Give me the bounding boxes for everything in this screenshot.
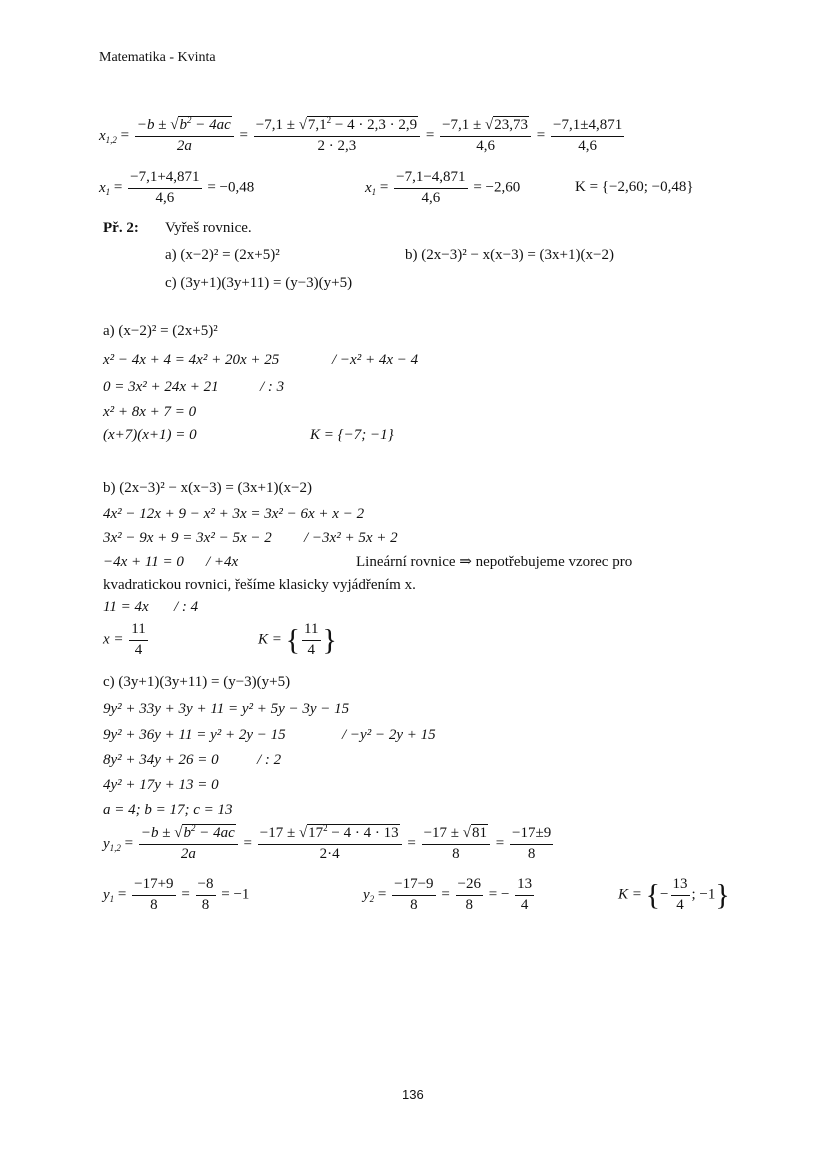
sol-c-line-3 — [103, 728, 286, 743]
sol-a-l5: (x+7)(x+1) = 0 — [103, 427, 197, 443]
sol-b-line-4 — [103, 555, 184, 570]
exercise-label — [103, 221, 139, 236]
sol-b-K-num: 11 — [302, 622, 320, 641]
sol-c-l3-op: / −y² − 2y + 15 — [342, 727, 436, 743]
x1b-fraction — [394, 170, 467, 207]
sol-c-l6: a = 4; b = 17; c = 13 — [103, 802, 233, 818]
sol-c-K-fraction — [671, 877, 690, 914]
sol-c-K-den: 4 — [676, 896, 684, 913]
page-header — [99, 51, 216, 65]
sol-b-l5-op: / : 4 — [174, 599, 199, 615]
sol-c-fraction-2 — [258, 823, 402, 863]
x1b-num: −7,1−4,871 — [394, 170, 467, 189]
y12-label: $y_{1,2}$ — [103, 835, 121, 853]
sol-c-fraction-2-den: 2·4 — [319, 845, 340, 862]
sol-c-fraction-3-den: 8 — [452, 845, 460, 862]
sol-c-fraction-1-num: $-b \pm √b^2 - 4ac$ — [139, 826, 238, 845]
intro-fraction-3-den: 4,6 — [476, 137, 495, 154]
x12-label: $x_{1,2}$ — [99, 127, 117, 145]
exercise-c-text: c) (3y+1)(3y+11) = (y−3)(y+5) — [165, 275, 353, 291]
intro-formula-line: $x_{1,2}$ = $\frac{-b \pm √b^2 - 4ac}{2a}$ = $\frac{-7,1 \pm √7,1^2 - 4 \cdot 2,3 \cdot 2,9}{2 \cdot 2,3}$ = $\frac{-7,1 \pm √23,73}{4,6}$ = $\frac{-7,1\pm 4,871}{4,6}$ — [99, 115, 623, 154]
y2-num: −17−9 — [392, 877, 435, 896]
exercise-b — [405, 248, 614, 263]
sol-b-x-lhs: x = — [103, 631, 124, 648]
sol-b-l4: −4x + 11 = 0 — [103, 554, 184, 570]
sol-b-K-den: 4 — [307, 641, 316, 658]
intro-K: K = {−2,60; −0,48} — [575, 179, 694, 195]
page-number-text: 136 — [402, 1087, 424, 1102]
y2-fraction-2 — [456, 877, 483, 914]
sol-c-fraction-3-num: −17 ± √81 — [422, 826, 490, 845]
intro-solution-set — [575, 180, 694, 195]
sol-c-l4-op: / : 2 — [257, 752, 282, 768]
intro-fraction-4-num: −7,1±4,871 — [551, 118, 624, 137]
sol-c-l5: 4y² + 17y + 13 = 0 — [103, 777, 219, 793]
exercise-c — [165, 276, 352, 291]
sol-c-K: K = {− $\frac{13}{4}$ ; −1} — [618, 876, 730, 913]
sol-a-K-text: K = {−7; −1} — [310, 427, 394, 443]
sol-c-fraction-4 — [510, 826, 553, 863]
x1a-fraction — [128, 170, 201, 207]
sol-c-fraction-4-den: 8 — [527, 845, 536, 862]
sol-a-line-2 — [103, 353, 279, 368]
exercise-title-text: Vyřeš rovnice. — [165, 220, 252, 236]
sol-c-fraction-1 — [139, 823, 238, 863]
sol-c-l4: 8y² + 34y + 26 = 0 — [103, 752, 219, 768]
sol-c-l2: 9y² + 33y + 3y + 11 = y² + 5y − 3y − 15 — [103, 701, 350, 717]
sol-c-fraction-1-den: 2a — [180, 845, 196, 862]
x1-label: $x_1$ — [99, 179, 111, 197]
sol-b-x-fraction — [129, 622, 147, 659]
intro-fraction-2-den: 2 · 2,3 — [317, 137, 357, 154]
sol-b-l5: 11 = 4x — [103, 599, 149, 615]
header-title: Matematika - Kvinta — [99, 50, 216, 65]
intro-fraction-1 — [135, 115, 234, 155]
sol-a-l1: a) (x−2)² = (2x+5)² — [103, 323, 218, 339]
intro-fraction-2-num: $-7,1 \pm √7,1^2 - 4 \cdot 2,3 \cdot 2,9$ — [254, 118, 420, 137]
intro-fraction-1-den: 2a — [176, 137, 192, 154]
x1b-label: $x_1$ — [365, 179, 377, 197]
intro-fraction-3-num: −7,1 ± √23,73 — [440, 118, 531, 137]
sol-c-K-tail: ; −1 — [691, 886, 716, 903]
x1a-den: 4,6 — [155, 189, 175, 206]
intro-fraction-4-den: 4,6 — [578, 137, 597, 154]
sol-b-x-result — [103, 622, 150, 659]
sol-b-line-1 — [103, 481, 312, 496]
x1b-result: = −2,60 — [473, 179, 521, 196]
sol-b-l4-op: / +4x — [206, 554, 239, 570]
sol-c-op-4 — [257, 753, 281, 768]
y2-num3: 13 — [515, 877, 534, 896]
sol-a-l2-op: / −x² + 4x − 4 — [332, 352, 419, 368]
y1-den: 8 — [150, 896, 158, 913]
intro-fraction-1-num: $-b \pm √b^2 - 4ac$ — [135, 118, 234, 137]
exercise-a-text: a) (x−2)² = (2x+5)² — [165, 247, 280, 263]
sol-c-formula-line: $y_{1,2}$ = $\frac{-b \pm √b^2 - 4ac}{2a}$ = $\frac{-17 \pm √17^2 - 4 \cdot 4 \cdot 13}{2\cdot 4}$ = $\frac{-17 \pm √81}{8}$ = $\frac{-17\pm 9}{8}$ — [103, 823, 552, 862]
sol-b-x-den: 4 — [134, 641, 143, 658]
exercise-a — [165, 248, 280, 263]
y1-den2: 8 — [201, 896, 210, 913]
x1a-num: −7,1+4,871 — [128, 170, 201, 189]
y2-den2: 8 — [465, 896, 474, 913]
sol-a-K — [310, 428, 394, 443]
intro-roots-line-2: $x_1$ = $\frac{-7,1-4,871}{4,6}$ = −2,60 — [365, 169, 521, 206]
sol-b-K-fraction — [302, 622, 320, 659]
sol-b-K: K = { $\frac{11}{4}$ } — [258, 621, 337, 658]
intro-fraction-3 — [440, 118, 531, 155]
y2-label: $y_2$ — [363, 886, 375, 904]
sol-b-l3: 3x² − 9x + 9 = 3x² − 5x − 2 — [103, 530, 272, 546]
y1-num2: −8 — [196, 877, 216, 896]
y1-label: $y_1$ — [103, 886, 115, 904]
sol-a-op-2 — [332, 353, 418, 368]
sol-c-y2-line: $y_2$ = $\frac{-17-9}{8}$ = $\frac{-26}{8}$ = − $\frac{13}{4}$ — [363, 876, 533, 913]
exercise-b-text: b) (2x−3)² − x(x−3) = (3x+1)(x−2) — [405, 247, 614, 263]
sol-a-line-5 — [103, 428, 197, 443]
sol-a-l4: x² + 8x + 7 = 0 — [103, 404, 197, 420]
sol-c-K-lhs: K = — [618, 886, 642, 903]
sol-c-line-4 — [103, 753, 219, 768]
y2-den: 8 — [410, 896, 418, 913]
sol-c-K-num: 13 — [671, 877, 690, 896]
sol-c-line-1 — [103, 675, 290, 690]
sol-b-op-5 — [174, 600, 198, 615]
sol-b-note1: Lineární rovnice ⇒ nepotřebujeme vzorec pro — [356, 554, 633, 570]
sol-c-line-6 — [103, 803, 233, 818]
intro-fraction-4 — [551, 118, 624, 155]
sol-b-x-num: 11 — [129, 622, 147, 641]
y1-fraction-2 — [196, 877, 216, 914]
y2-fraction-3 — [515, 877, 534, 914]
sol-a-line-3 — [103, 380, 219, 395]
x1b-den: 4,6 — [421, 189, 441, 206]
sol-c-l1: c) (3y+1)(3y+11) = (y−3)(y+5) — [103, 674, 291, 690]
sol-a-l3-op: / : 3 — [260, 379, 285, 395]
sol-c-line-2 — [103, 702, 349, 717]
sol-b-l1: b) (2x−3)² − x(x−3) = (3x+1)(x−2) — [103, 480, 312, 496]
sol-b-note-1 — [356, 555, 632, 570]
sol-b-note2: kvadratickou rovnici, řešíme klasicky vyjádřením x. — [103, 577, 416, 593]
y2-num2: −26 — [456, 877, 483, 896]
y2-fraction-1 — [392, 877, 435, 914]
sol-b-K-lhs: K = — [258, 631, 282, 648]
sol-b-op-4 — [206, 555, 238, 570]
page-number — [402, 1088, 424, 1101]
sol-c-fraction-3 — [422, 826, 490, 863]
y1-num: −17+9 — [132, 877, 175, 896]
sol-c-fraction-4-num: −17±9 — [510, 826, 553, 845]
intro-roots-line-1: $x_1$ = $\frac{-7,1+4,871}{4,6}$ = −0,48 — [99, 169, 255, 206]
sol-b-note-2 — [103, 578, 416, 593]
sol-b-line-3 — [103, 531, 272, 546]
exercise-title — [165, 221, 252, 236]
y2-den3: 4 — [520, 896, 529, 913]
sol-b-line-2 — [103, 507, 364, 522]
sol-a-op-3 — [260, 380, 284, 395]
sol-a-line-1 — [103, 324, 218, 339]
sol-b-line-5 — [103, 600, 149, 615]
y1-fraction-1 — [132, 877, 175, 914]
x1a-result: = −0,48 — [207, 179, 255, 196]
intro-fraction-2 — [254, 115, 420, 155]
sol-c-y1-line: $y_1$ = $\frac{-17+9}{8}$ = $\frac{-8}{8}$ = −1 — [103, 876, 250, 913]
sol-a-l3: 0 = 3x² + 24x + 21 — [103, 379, 219, 395]
sol-c-line-5 — [103, 778, 219, 793]
sol-c-op-3 — [342, 728, 436, 743]
sol-a-l2: x² − 4x + 4 = 4x² + 20x + 25 — [103, 352, 280, 368]
sol-b-l3-op: / −3x² + 5x + 2 — [304, 530, 398, 546]
sol-a-line-4 — [103, 405, 196, 420]
sol-b-op-3 — [304, 531, 398, 546]
sol-c-fraction-2-num: $-17 \pm √17^2 - 4 \cdot 4 \cdot 13$ — [258, 826, 402, 845]
sol-c-l3: 9y² + 36y + 11 = y² + 2y − 15 — [103, 727, 286, 743]
sol-b-l2: 4x² − 12x + 9 − x² + 3x = 3x² − 6x + x − 2 — [103, 506, 365, 522]
y1-result: = −1 — [221, 886, 250, 903]
exercise-label-text: Př. 2: — [103, 220, 139, 236]
